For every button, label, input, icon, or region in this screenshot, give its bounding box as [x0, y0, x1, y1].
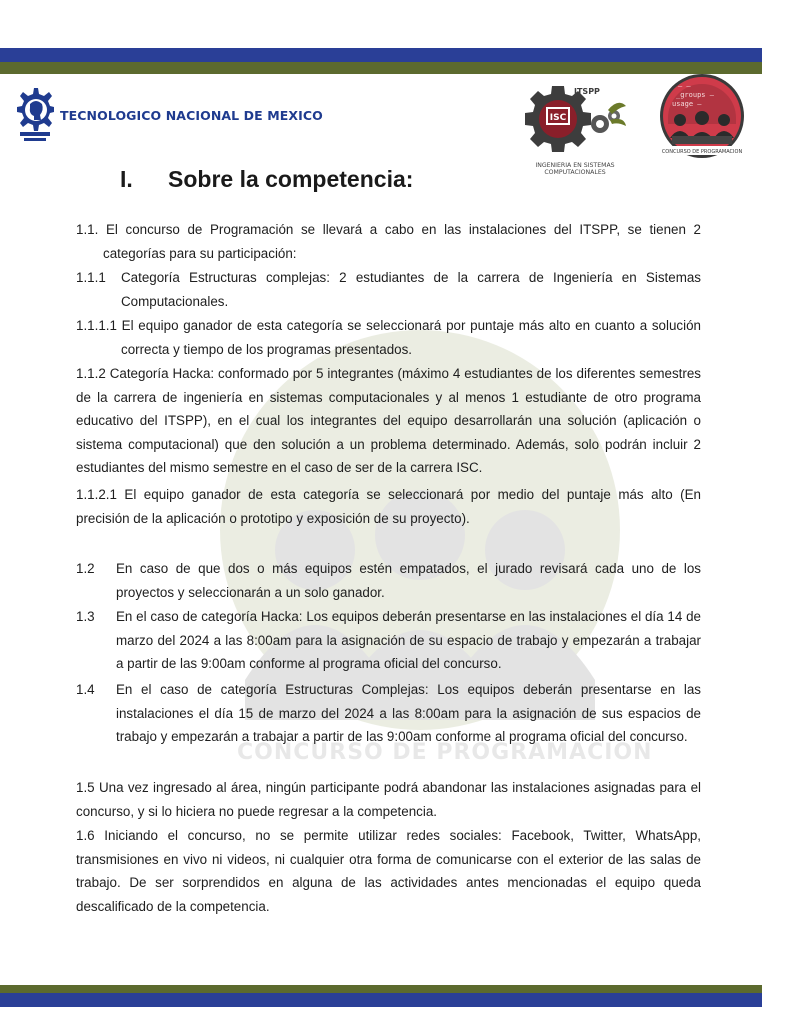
paragraph-1-1-2-1: 1.1.2.1 El equipo ganador de esta categoría se seleccionará por medio del puntaje más alto (En precisión de la aplicación o prototipo y exposición de su proyecto). [76, 487, 701, 526]
paragraph-1-1-1-text: Categoría Estructuras complejas: 2 estudiantes de la carrera de Ingeniería en Sistemas Computacionales. [121, 270, 701, 309]
contest-emblem-icon [658, 74, 746, 160]
tecnm-logo [14, 84, 323, 146]
paragraph-1-3 [76, 605, 701, 676]
paragraph-1-3-number: 1.3 [76, 609, 95, 624]
paragraph-1-5: 1.5 Una vez ingresado al área, ningún participante podrá abandonar las instalaciones asignadas para el concurso, y si lo hiciera no puede regresar a la competencia. [76, 780, 701, 819]
contest-code-line3: usage — [672, 100, 702, 108]
top-band-olive [0, 62, 762, 74]
paragraph-1-3-text: En el caso de categoría Hacka: Los equipos deberán presentarse en las instalaciones el día 14 de marzo del 2024 a las 8:00am para la asignación de su espacio de trabajo y empezarán a trabajar a partir de las 9:00am conforme al programa oficial del concurso. [116, 609, 701, 671]
section-heading [120, 166, 413, 193]
isc-caption-line1: INGENIERIA EN SISTEMAS [535, 162, 615, 169]
paragraph-1-1-2: 1.1.2 Categoría Hacka: conformado por 5 integrantes (máximo 4 estudiantes de los diferentes semestres de la carrera de ingeniería en sistemas computacionales y al menos 1 estudiante de otro programa educativo del ITSPP), en el cual los integrantes del equipo desarrollarán una solución (aplicación o sistema computacional) que den solución a un problema determinado. Además, solo podrán incluir 2 estudiantes del mismo semestre en el caso de ser de la carrera ISC. [76, 366, 701, 475]
paragraph-1-4-number: 1.4 [76, 682, 95, 697]
isc-badge-text: ISC [549, 113, 567, 123]
institution-name: TECNOLOGICO NACIONAL DE MEXICO [60, 107, 323, 123]
paragraph-1-4-text: En el caso de categoría Estructuras Complejas: Los equipos deberán presentarse en las instalaciones el día 15 de marzo del 2024 a las 8:00am para la asignación de sus espacios de trabajo y empezarán a trabajar a partir de las 9:00am conforme al programa oficial del concurso. [116, 682, 701, 744]
isc-caption [520, 163, 630, 176]
paragraph-1-2-number: 1.2 [76, 561, 95, 576]
contest-logo [658, 74, 746, 160]
isc-gear-icon [520, 80, 628, 162]
paragraph-1-4 [76, 678, 701, 749]
itspp-arc-text: ITSPP [574, 87, 600, 96]
paragraph-1-1-1-number: 1.1.1 [76, 270, 106, 285]
bottom-band-olive [0, 985, 762, 993]
paragraph-1-1-1-1: 1.1.1.1 El equipo ganador de esta categoría se seleccionará por puntaje más alto en cuanto a solución correcta y tiempo de los programas presentados. [76, 318, 701, 357]
contest-code-line1: — — [678, 82, 691, 90]
paragraph-1-1-1 [76, 266, 701, 313]
top-band-blue [0, 48, 762, 62]
isc-caption-line2: COMPUTACIONALES [544, 168, 606, 176]
paragraph-1-2 [76, 557, 701, 604]
paragraph-1-6: 1.6 Iniciando el concurso, no se permite utilizar redes sociales: Facebook, Twitter, WhatsApp, transmisiones en vivo ni videos, ni cualquier otra forma de comunicarse con el exterior de las salas de trabajo. De ser sorprendidos en alguna de las actividades antes mencionadas el equipo queda descalificado de la competencia. [76, 828, 701, 914]
paragraph-1-2-text: En caso de que dos o más equipos estén empatados, el jurado revisará cada uno de los proyectos y seleccionarán a un solo ganador. [116, 561, 701, 600]
watermark-text: CONCURSO DE PROGRAMACIÓN [237, 740, 653, 765]
bottom-band-blue [0, 993, 762, 1007]
section-number: I. [120, 166, 133, 192]
paragraph-1-1: 1.1. El concurso de Programación se llevará a cabo en las instalaciones del ITSPP, se tienen 2 categorías para su participación: [76, 222, 701, 261]
isc-logo [520, 80, 630, 176]
section-title: Sobre la competencia: [168, 166, 414, 192]
gear-head-icon [14, 84, 54, 146]
contest-code-line2: _groups — [676, 91, 714, 99]
contest-logo-caption: CONCURSO DE PROGRAMACION [661, 149, 743, 155]
